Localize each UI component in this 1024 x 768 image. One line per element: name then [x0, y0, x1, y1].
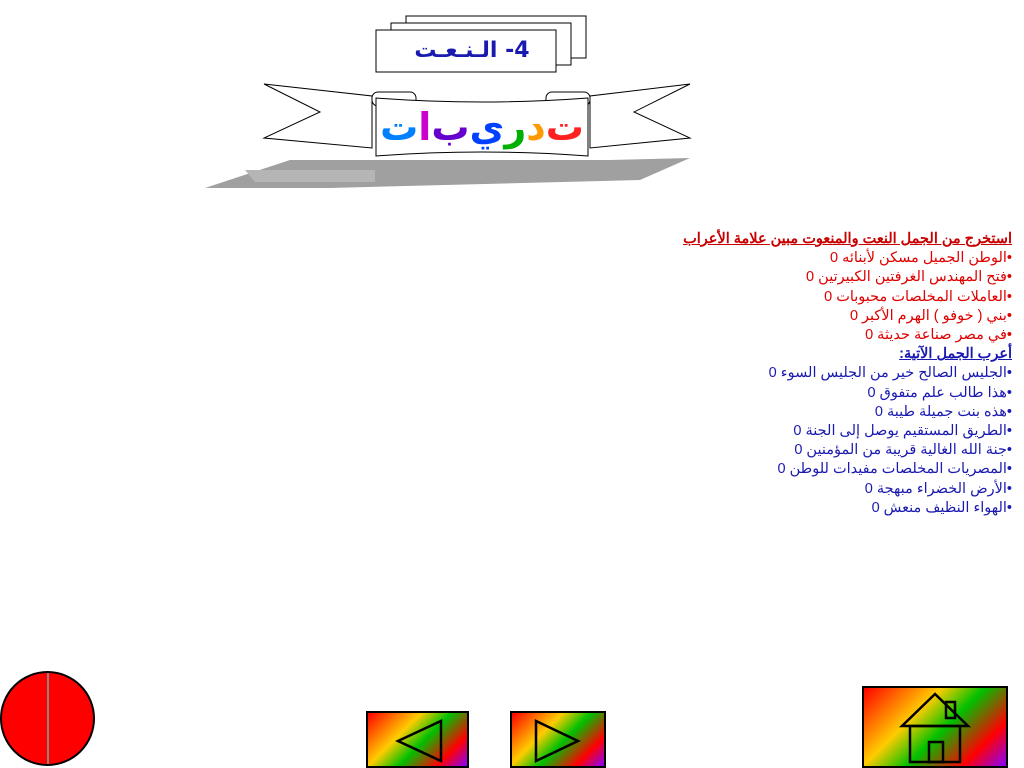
banner-title	[372, 100, 592, 154]
exercise-item: •في مصر صناعة حديثة 0	[865, 327, 1012, 344]
exercise-item: •هذا طالب علم متفوق 0	[867, 384, 1012, 401]
home-icon	[864, 688, 1006, 766]
exercise-item: •الأرض الخضراء مبهجة 0	[864, 480, 1012, 497]
banner-letter: د	[526, 105, 546, 149]
exercise-item: •الجليس الصالح خير من الجليس السوء 0	[768, 365, 1012, 382]
exercise-item: •المصريات المخلصات مفيدات للوطن 0	[777, 461, 1012, 478]
exercise-item: •هذه بنت جميلة طيبة 0	[874, 403, 1012, 420]
exercise-item: •فتح المهندس الغرفتين الكبيرتين 0	[806, 269, 1012, 286]
section2-heading: أعرب الجمل الآتية:	[899, 346, 1012, 363]
exercise-item: •الوطن الجميل مسكن لأبنائه 0	[830, 250, 1012, 267]
section2-list	[412, 364, 1012, 518]
section1-heading: استخرج من الجمل النعت والمنعوت مبين علامة الأعراب	[683, 231, 1012, 247]
lesson-title: 4- الـنـعـت	[414, 37, 530, 63]
banner-letter: ت	[545, 105, 584, 149]
banner-letter: ت	[380, 105, 419, 149]
banner-letter: ب	[431, 105, 470, 149]
exercise-item: •الطريق المستقيم يوصل إلى الجنة 0	[793, 423, 1012, 440]
exercise-item: •جنة الله الغالية قريبة من المؤمنين 0	[794, 442, 1012, 459]
arrow-right-icon	[512, 713, 604, 766]
end-show-button[interactable]	[0, 671, 95, 766]
circle-divider	[47, 673, 49, 764]
exercise-item: •العاملات المخلصات محبوبات 0	[824, 288, 1012, 305]
next-slide-button[interactable]	[510, 711, 606, 768]
home-button[interactable]	[862, 686, 1008, 768]
section1-list	[412, 249, 1012, 345]
exercise-item: •بني ( خوفو ) الهرم الأكبر 0	[849, 307, 1012, 324]
banner-letter: ر	[504, 105, 527, 149]
arrow-left-icon	[368, 713, 467, 766]
previous-slide-button[interactable]	[366, 711, 469, 768]
banner-letter: ا	[418, 105, 432, 149]
exercise-content	[412, 230, 1012, 518]
banner-letter: ي	[469, 105, 505, 149]
exercise-item: •الهواء النظيف منعش 0	[871, 499, 1012, 516]
